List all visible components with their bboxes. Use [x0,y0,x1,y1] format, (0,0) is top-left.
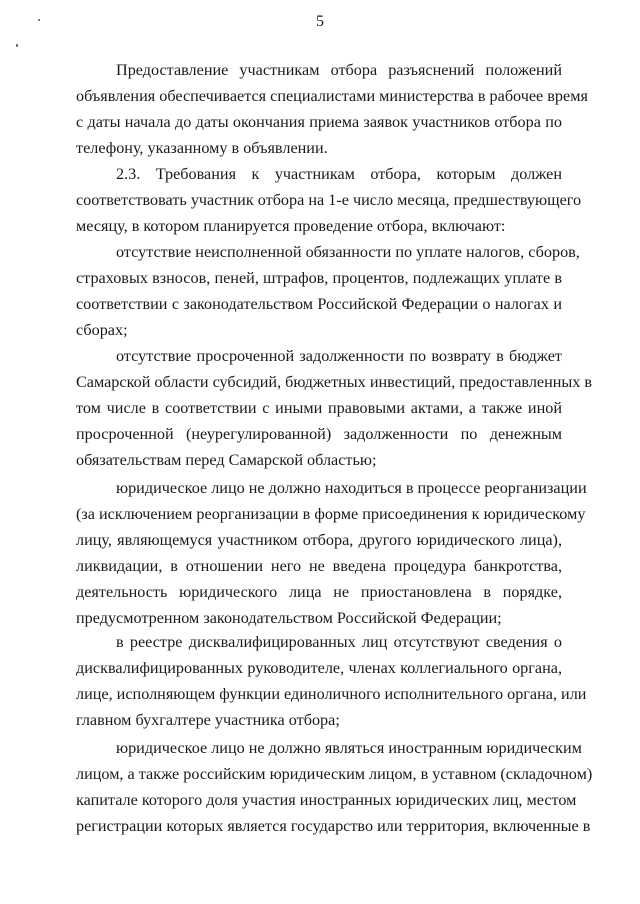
paragraph-6-line-4: главном бухгалтере участника отбора; [76,711,340,729]
paragraph-4-line-1: отсутствие просроченной задолженности по возврату в бюджет [116,347,562,365]
paragraph-5-line-1: юридическое лицо не должно находиться в процессе реорганизации [116,479,587,497]
paragraph-7-line-4: регистрации которых является государство или территория, включенные в [76,817,591,835]
paragraph-6-line-1: в реестре дисквалифицированных лиц отсутствуют сведения о [116,633,562,651]
paragraph-2-line-2: соответствовать участник отбора на 1-е число месяца, предшествующего [76,191,582,209]
paragraph-2-line-3: месяцу, в котором планируется проведение отбора, включают: [76,217,506,235]
paragraph-7-line-1: юридическое лицо не должно являться иностранным юридическим [116,739,582,757]
paragraph-4-line-5: обязательствам перед Самарской областью; [76,451,377,469]
paragraph-5-line-4: ликвидации, в отношении него не введена процедура банкротства, [76,557,562,575]
paragraph-4-line-2: Самарской области субсидий, бюджетных инвестиций, предоставленных в [76,373,593,391]
scan-speck [16,44,18,47]
paragraph-1-line-3: с даты начала до даты окончания приема заявок участников отбора по [76,113,562,131]
page-number: 5 [316,13,324,30]
paragraph-7-line-3: капитале которого доля участия иностранных юридических лиц, местом [76,791,577,809]
paragraph-3-line-3: соответствии с законодательством Российской Федерации о налогах и [76,295,562,313]
paragraph-3-line-4: сборах; [76,321,128,339]
paragraph-1-line-4: телефону, указанному в объявлении. [76,139,328,157]
paragraph-5-line-5: деятельность юридического лица не приостановлена в порядке, [76,583,562,601]
paragraph-1-line-2: объявления обеспечивается специалистами министерства в рабочее время [76,87,588,105]
paragraph-2-line-1: 2.3. Требования к участникам отбора, которым должен [116,165,562,183]
paragraph-3-line-1: отсутствие неисполненной обязанности по уплате налогов, сборов, [116,243,580,261]
paragraph-4-line-4: просроченной (неурегулированной) задолженности по денежным [76,425,562,443]
paragraph-6-line-2: дисквалифицированных руководителе, членах коллегиального органа, [76,659,562,677]
paragraph-7-line-2: лицом, а также российским юридическим лицом, в уставном (складочном) [76,765,593,783]
scan-speck [38,19,40,21]
paragraph-5-line-6: предусмотренном законодательством Российской Федерации; [76,609,502,627]
paragraph-4-line-3: том числе в соответствии с иными правовыми актами, а также иной [76,399,562,417]
paragraph-6-line-3: лице, исполняющем функции единоличного исполнительного органа, или [76,685,587,703]
paragraph-1-line-1: Предоставление участникам отбора разъяснений положений [116,61,562,79]
paragraph-3-line-2: страховых взносов, пеней, штрафов, процентов, подлежащих уплате в [76,269,562,287]
paragraph-5-line-3: лицу, являющемуся участником отбора, другого юридического лица), [76,531,562,549]
paragraph-5-line-2: (за исключением реорганизации в форме присоединения к юридическому [76,505,586,523]
